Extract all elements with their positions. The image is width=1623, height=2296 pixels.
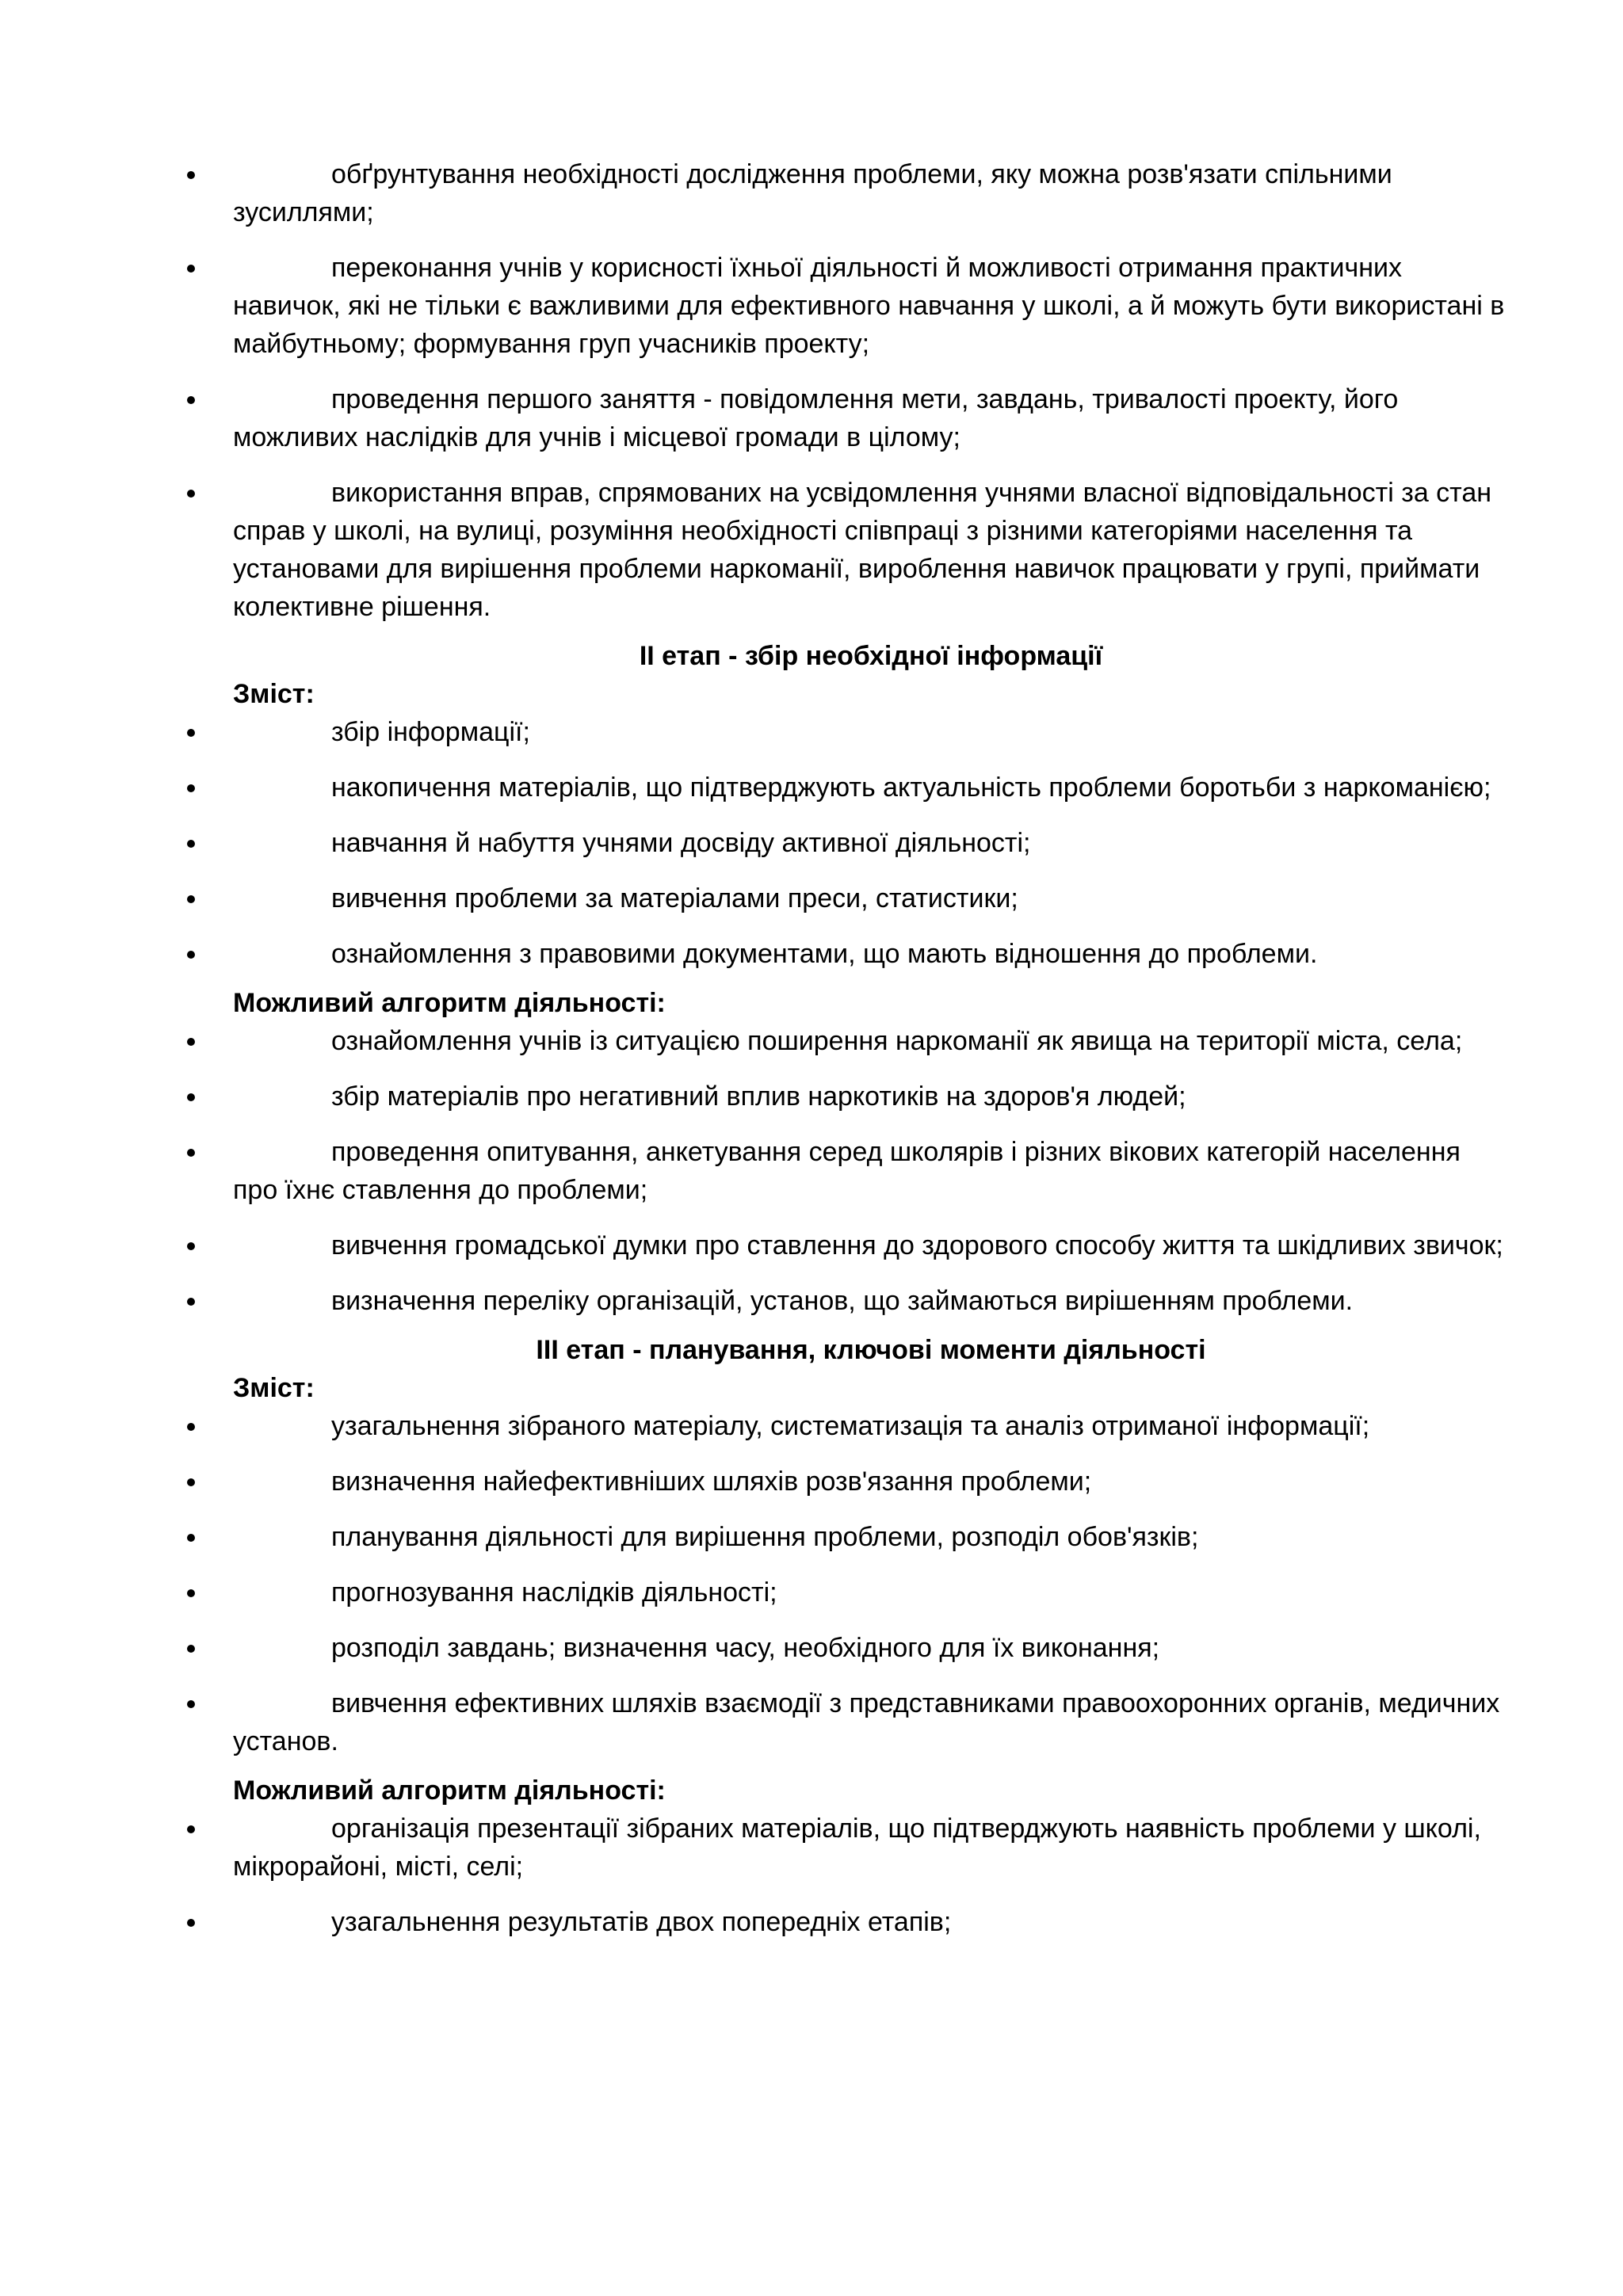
stage-3-content-label: Зміст: — [233, 1373, 315, 1403]
stage-2-content-list — [233, 713, 1509, 973]
list-item: вивчення проблеми за матеріалами преси, статистики; — [233, 879, 1509, 917]
list-item: планування діяльності для вирішення проблеми, розподіл обов'язків; — [233, 1518, 1509, 1556]
list-item: обґрунтування необхідності дослідження проблеми, яку можна розв'язати спільними зусиллями; — [233, 155, 1509, 231]
document-body — [233, 155, 1509, 1952]
list-item: проведення першого заняття - повідомлення мети, завдань, тривалості проекту, його можливих наслідків для учнів і місцевої громади в цілому; — [233, 380, 1509, 456]
list-item: переконання учнів у корисності їхньої діяльності й можливості отримання практичних навичок, які не тільки є важливими для ефективного навчання у школі, а й можуть бути використані в майбутньому; формування груп учасників проекту; — [233, 249, 1509, 363]
list-item: розподіл завдань; визначення часу, необхідного для їх виконання; — [233, 1629, 1509, 1667]
list-item: використання вправ, спрямованих на усвідомлення учнями власної відповідальності за стан справ у школі, на вулиці, розуміння необхідності співпраці з різними категоріями населення та установами для вирішення проблеми наркоманії, вироблення навичок працювати у групі, приймати колективне рішення. — [233, 474, 1509, 626]
list-item: визначення переліку організацій, установ, що займаються вирішенням проблеми. — [233, 1282, 1509, 1320]
stage-2-algorithm-label: Можливий алгоритм діяльності: — [233, 988, 666, 1018]
list-item: накопичення матеріалів, що підтверджують актуальність проблеми боротьби з наркоманією; — [233, 769, 1509, 807]
list-item: вивчення громадської думки про ставлення до здорового способу життя та шкідливих звичок; — [233, 1226, 1509, 1264]
list-item: прогнозування наслідків діяльності; — [233, 1573, 1509, 1611]
stage-3-heading: ІІІ етап - планування, ключові моменти діяльності — [536, 1335, 1206, 1365]
stage-3-algorithm-list — [233, 1810, 1509, 1941]
list-item: навчання й набуття учнями досвіду активної діяльності; — [233, 824, 1509, 862]
stage-2-content-label: Зміст: — [233, 679, 315, 709]
stage-3-content-list — [233, 1407, 1509, 1760]
intro-bullet-list — [233, 155, 1509, 626]
list-item: вивчення ефективних шляхів взаємодії з представниками правоохоронних органів, медичних установ. — [233, 1684, 1509, 1760]
stage-2-algorithm-list — [233, 1022, 1509, 1320]
list-item: узагальнення зібраного матеріалу, систематизація та аналіз отриманої інформації; — [233, 1407, 1509, 1445]
list-item: ознайомлення з правовими документами, що мають відношення до проблеми. — [233, 935, 1509, 973]
list-item: збір інформації; — [233, 713, 1509, 751]
list-item: організація презентації зібраних матеріалів, що підтверджують наявність проблеми у школі, мікрорайоні, місті, селі; — [233, 1810, 1509, 1886]
list-item: збір матеріалів про негативний вплив наркотиків на здоров'я людей; — [233, 1077, 1509, 1116]
list-item: проведення опитування, анкетування серед школярів і різних вікових категорій населення про їхнє ставлення до проблеми; — [233, 1133, 1509, 1209]
list-item: узагальнення результатів двох попередніх етапів; — [233, 1903, 1509, 1941]
list-item: визначення найефективніших шляхів розв'язання проблеми; — [233, 1463, 1509, 1501]
stage-3-algorithm-label: Можливий алгоритм діяльності: — [233, 1775, 666, 1806]
list-item: ознайомлення учнів із ситуацією поширення наркоманії як явища на території міста, села; — [233, 1022, 1509, 1060]
stage-2-heading: ІІ етап - збір необхідної інформації — [639, 641, 1103, 671]
